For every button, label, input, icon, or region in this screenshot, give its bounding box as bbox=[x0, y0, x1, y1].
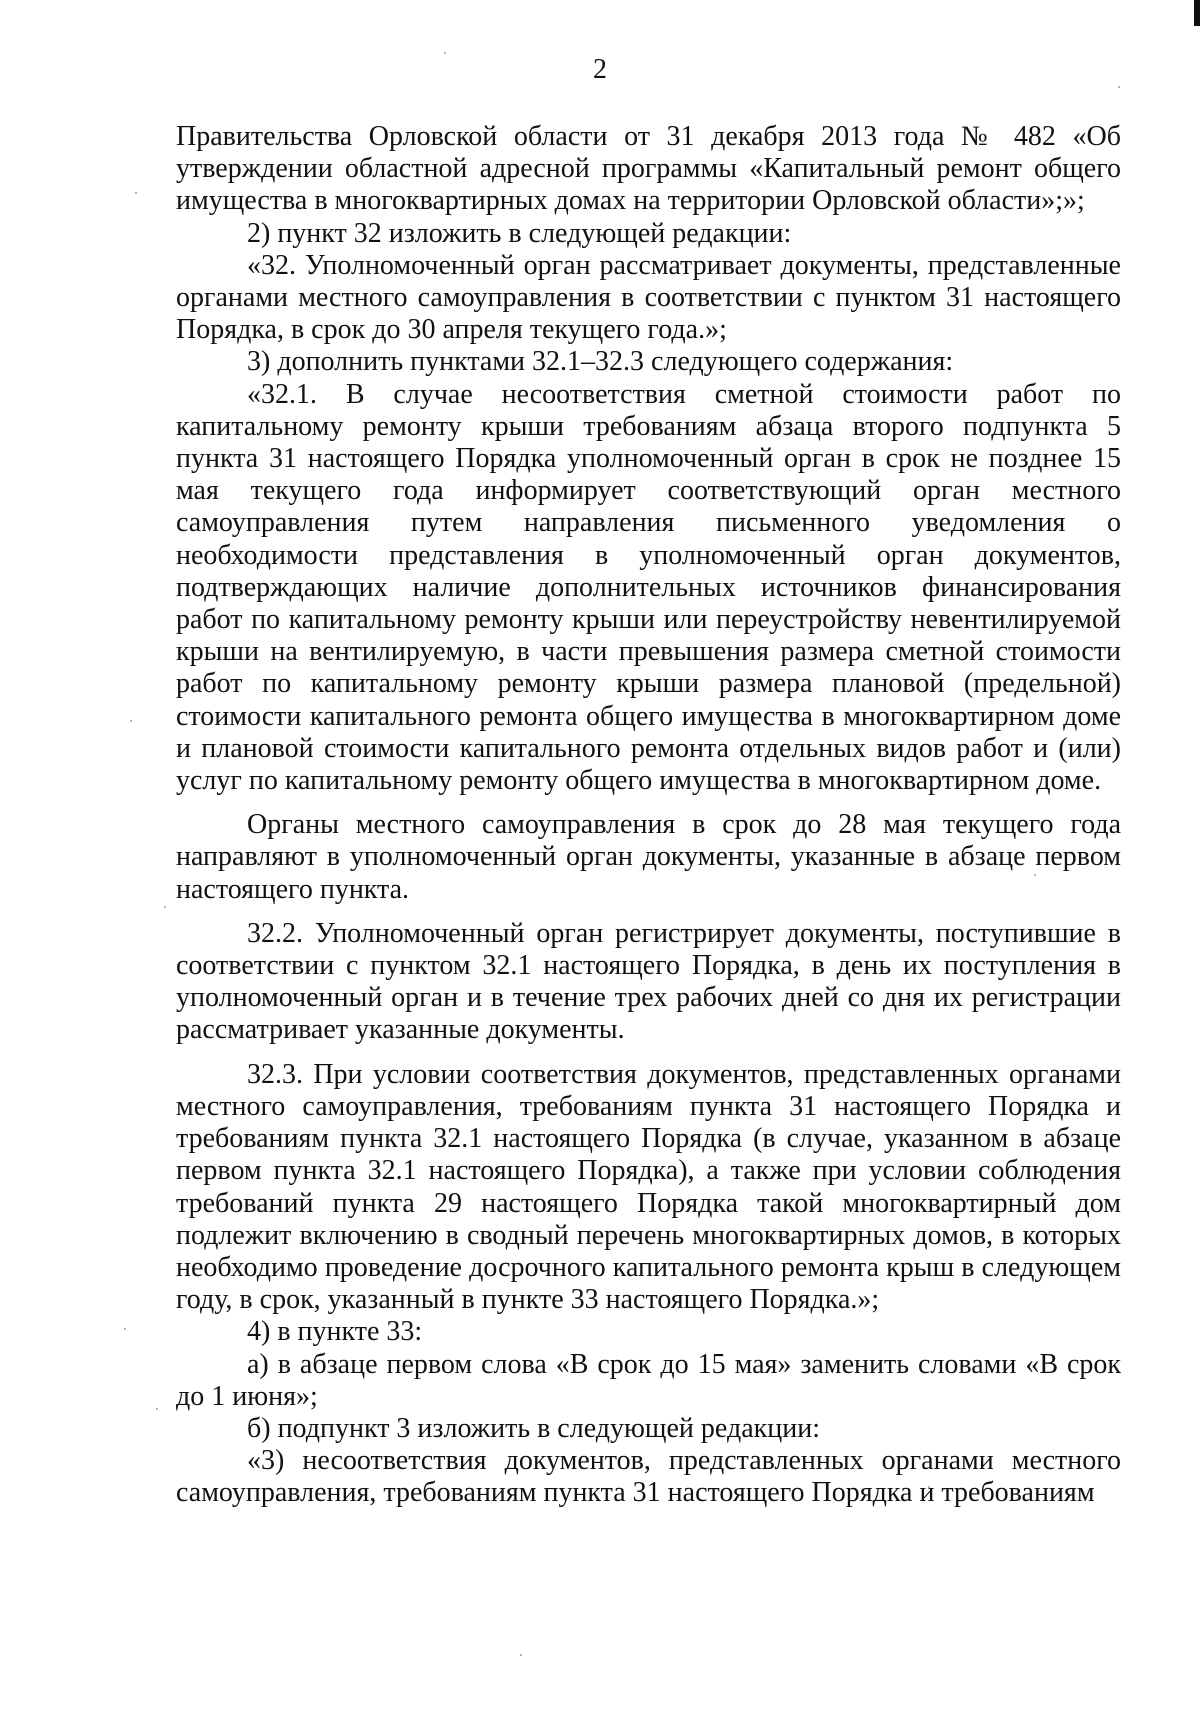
scan-speck bbox=[164, 906, 166, 908]
paragraph-item-4-a: а) в абзаце первом слова «В срок до 15 мая» заменить словами «В срок до 1 июня»; bbox=[176, 1348, 1121, 1412]
page-number: 2 bbox=[593, 54, 607, 85]
paragraph-item-4-intro: 4) в пункте 33: bbox=[247, 1316, 423, 1348]
paragraph-point-32-3: 32.3. При условии соответствия документов, представленных органами местного самоуправления, требованиям пункта 31 настоящего Порядка и требованиям пункта 32.1 настоящего Порядка (в случае, указанном в абзаце первом пункта 32.1 настоящего Порядка), а также при условии соблюдения требований пункта 29 настоящего Порядка такой многоквартирный дом подлежит включению в сводный перечень многоквартирных домов, в которых необходимо проведение досрочного капитального ремонта крыш в следующем году, в срок, указанный в пункте 33 настоящего Порядка.»; bbox=[176, 1058, 1121, 1316]
paragraph-item-4-b: б) подпункт 3 изложить в следующей редакции: bbox=[247, 1412, 820, 1444]
scan-speck bbox=[520, 1654, 522, 1656]
paragraph-point-32-1: «32.1. В случае несоответствия сметной стоимости работ по капитальному ремонту крыши требованиям абзаца второго подпункта 5 пункта 31 настоящего Порядка уполномоченный орган в срок не позднее 15 мая текущего года информирует соответствующий орган местного самоуправления путем направления письменного уведомления о необходимости представления в уполномоченный орган документов, подтверждающих наличие дополнительных источников финансирования работ по капитальному ремонту крыши или переустройству невентилируемой крыши на вентилируемую, в части превышения размера сметной стоимости работ по капитальному ремонту крыши размера плановой (предельной) стоимости капитального ремонта общего имущества в многоквартирном доме и плановой стоимости капитального ремонта отдельных видов работ и (или) услуг по капитальному ремонту общего имущества в многоквартирном доме. bbox=[176, 378, 1121, 797]
paragraph-subpoint-3: «3) несоответствия документов, представленных органами местного самоуправления, требованиям пункта 31 настоящего Порядка и требованиям bbox=[176, 1445, 1121, 1509]
scan-edge-mark bbox=[1194, 0, 1200, 26]
scan-speck bbox=[135, 192, 137, 194]
paragraph-item-2-intro: 2) пункт 32 изложить в следующей редакции: bbox=[247, 217, 792, 249]
scan-speck bbox=[130, 720, 132, 722]
scan-speck bbox=[124, 1328, 126, 1330]
paragraph-point-32-1-second: Органы местного самоуправления в срок до 28 мая текущего года направляют в уполномоченный орган документы, указанные в абзаце первом настоящего пункта. bbox=[176, 809, 1121, 905]
paragraph-point-32: «32. Уполномоченный орган рассматривает документы, представленные органами местного самоуправления в соответствии с пунктом 31 настоящего Порядка, в срок до 30 апреля текущего года.»; bbox=[176, 249, 1121, 346]
paragraph-point-32-2: 32.2. Уполномоченный орган регистрирует документы, поступившие в соответствии с пунктом 32.1 настоящего Порядка, в день их поступления в уполномоченный орган и в течение трех рабочих дней со дня их регистрации рассматривает указанные документы. bbox=[176, 917, 1121, 1046]
scan-speck bbox=[1118, 86, 1120, 88]
scan-speck bbox=[156, 1408, 158, 1410]
paragraph-resolution-reference: Правительства Орловской области от 31 декабря 2013 года № 482 «Об утверждении областной адресной программы «Капитальный ремонт общего имущества в многоквартирных домах на территории Орловской области»;»; bbox=[176, 121, 1121, 217]
paragraph-item-3-intro: 3) дополнить пунктами 32.1–32.3 следующего содержания: bbox=[247, 346, 954, 378]
document-body bbox=[176, 121, 1121, 1510]
